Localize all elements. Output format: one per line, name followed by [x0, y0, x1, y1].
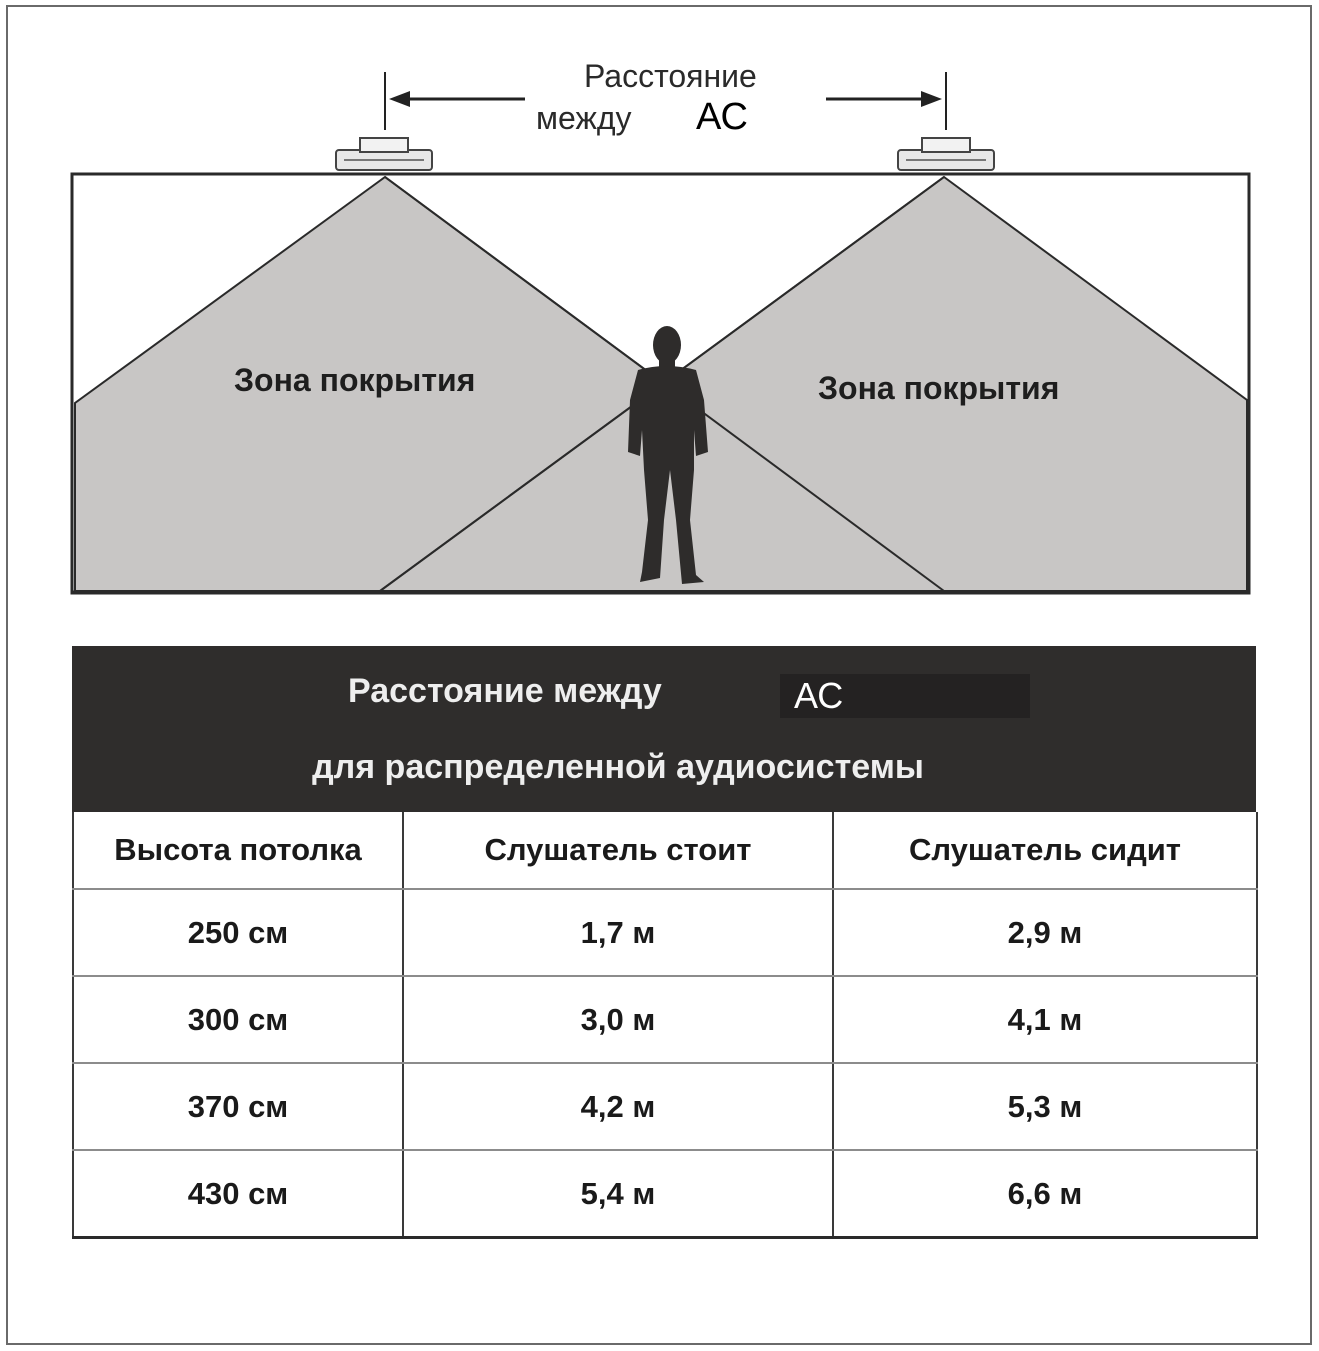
standing-distance-cell: 4,2 м	[403, 1063, 833, 1150]
coverage-zone-right-label: Зона покрытия	[818, 370, 1060, 406]
table-row	[73, 1063, 1257, 1150]
ceiling-height-cell: 430 см	[73, 1150, 403, 1238]
sitting-distance-cell: 6,6 м	[833, 1150, 1257, 1238]
standing-distance-cell: 3,0 м	[403, 976, 833, 1063]
sitting-distance-cell: 5,3 м	[833, 1063, 1257, 1150]
distance-label-ac: АС	[696, 96, 748, 138]
ceiling-height-cell: 300 см	[73, 976, 403, 1063]
distance-label-line1: Расстояние	[584, 58, 757, 94]
ceiling-height-cell: 250 см	[73, 889, 403, 976]
coverage-diagram	[0, 0, 1319, 640]
distance-label-line2: между	[536, 100, 632, 136]
table-row	[73, 1150, 1257, 1238]
table-title-line1: Расстояние между	[348, 672, 662, 710]
standing-distance-cell: 1,7 м	[403, 889, 833, 976]
speaker-left-icon	[336, 138, 432, 170]
header-listener-sitting: Слушатель сидит	[833, 812, 1257, 889]
header-ceiling-height: Высота потолка	[73, 812, 403, 889]
sitting-distance-cell: 4,1 м	[833, 976, 1257, 1063]
speaker-right-icon	[898, 138, 994, 170]
speaker-distance-table	[72, 646, 1256, 1239]
header-listener-standing: Слушатель стоит	[403, 812, 833, 889]
table-title-line2: для распределенной аудиосистемы	[312, 748, 924, 786]
ceiling-height-cell: 370 см	[73, 1063, 403, 1150]
distance-table	[72, 812, 1258, 1239]
table-row	[73, 976, 1257, 1063]
sitting-distance-cell: 2,9 м	[833, 889, 1257, 976]
table-title-ac: АС	[780, 674, 1030, 718]
standing-distance-cell: 5,4 м	[403, 1150, 833, 1238]
coverage-zone-left-label: Зона покрытия	[234, 362, 476, 398]
table-header-row	[73, 812, 1257, 889]
table-row	[73, 889, 1257, 976]
table-title-block	[72, 646, 1256, 812]
